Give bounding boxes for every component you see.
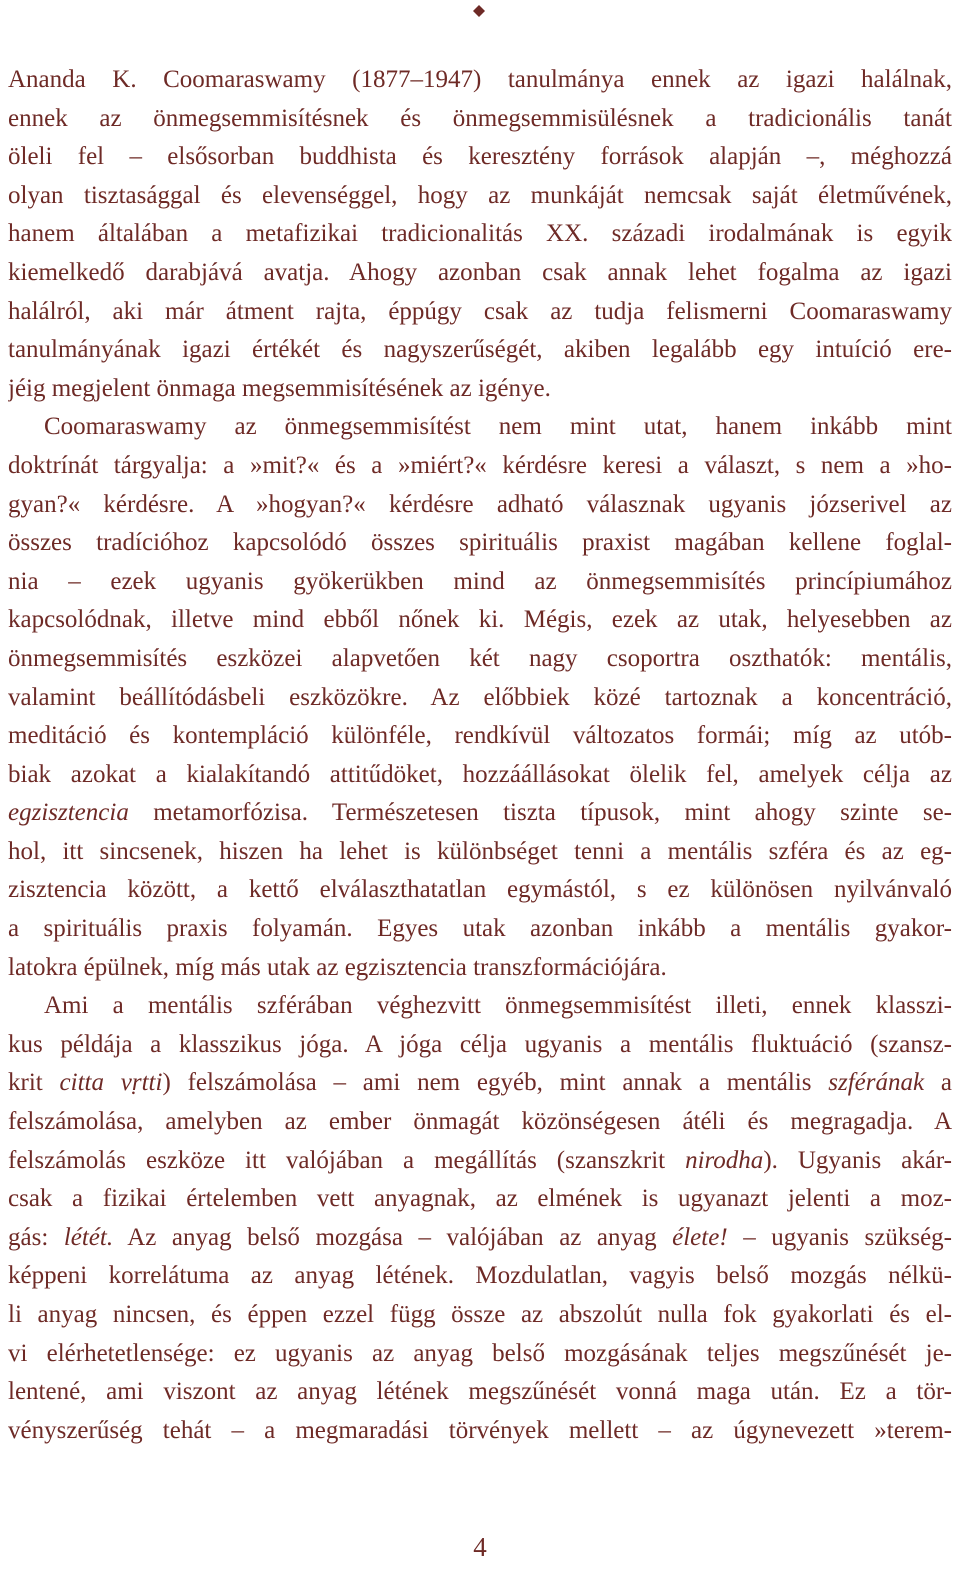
text-run: gás:	[8, 1223, 64, 1251]
text-line	[8, 1412, 952, 1451]
text-line	[8, 679, 952, 718]
paragraph	[8, 408, 952, 987]
text-run: a spirituális praxis folyamán. Egyes utak azonban inkább a mentális gyakor-	[8, 915, 952, 943]
text-run: li anyag nincsen, és éppen ezzel függ össze az abszolút nulla fok gyakorlati és el-	[8, 1301, 952, 1328]
italic-term: citta vṛtti	[59, 1069, 163, 1097]
text-line	[8, 177, 952, 216]
text-run: összes tradícióhoz kapcsolódó összes spirituális praxist magában kellene foglal-	[8, 529, 952, 557]
text-line	[8, 486, 952, 525]
text-run: csak a fizikai értelemben vett anyagnak, az elmének is ugyanazt jelenti a moz-	[8, 1185, 952, 1213]
text-run: Az anyag belső mozgása – valójában az anyag	[113, 1223, 673, 1251]
text-line	[8, 1142, 952, 1181]
text-run: kiemelkedő darabjává avatja. Ahogy azonban csak annak lehet fogalma az igazi	[8, 258, 952, 286]
text-run: felszámolás eszköze itt valójában a megállítás (szanszkrit	[8, 1146, 686, 1174]
text-run: halálról, aki már átment rajta, éppúgy csak az tudja felismerni Coomaraswamy	[8, 297, 952, 325]
text-run: – ugyanis szükség-	[727, 1223, 952, 1251]
text-line	[8, 563, 952, 602]
text-line	[8, 1026, 952, 1065]
text-run: zisztencia között, a kettő elválaszthatatlan egymástól, s ez különösen nyilvánvaló	[8, 876, 952, 904]
text-run: kapcsolódnak, illetve mind ebből nőnek ki. Mégis, ezek az utak, helyesebben az	[8, 606, 952, 634]
text-line	[8, 215, 952, 254]
text-line	[8, 138, 952, 177]
text-run: Coomaraswamy az önmegsemmisítést nem mint utat, hanem inkább mint	[44, 413, 952, 441]
text-line	[8, 1103, 952, 1142]
text-line	[8, 1335, 952, 1374]
paragraph	[8, 61, 952, 408]
text-line	[8, 1373, 952, 1412]
text-line	[8, 293, 952, 332]
text-run: lentené, ami viszont az anyag létének megszűnését vonná maga után. Ez a tör-	[8, 1378, 952, 1406]
text-line	[8, 910, 952, 949]
text-run: gyan?« kérdésre. A »hogyan?« kérdésre adható válasznak ugyanis józserivel az	[8, 490, 952, 518]
text-line	[8, 1064, 952, 1103]
page-body-text	[8, 61, 952, 1450]
text-run: nia – ezek ugyanis gyökerükben mind az önmegsemmisítés princípiumához	[8, 567, 952, 595]
text-line	[8, 833, 952, 872]
text-line	[8, 1180, 952, 1219]
text-run: ) felszámolása – ami nem egyéb, mint annak a mentális	[162, 1069, 829, 1097]
text-run: Ami a mentális szférában véghezvitt önmegsemmisítést illeti, ennek klasszi-	[44, 992, 952, 1020]
italic-term: élete!	[672, 1223, 728, 1251]
text-run: latokra épülnek, míg más utak az egzisztencia transzformációjára.	[8, 953, 667, 981]
diamond-ornament-icon	[472, 4, 486, 18]
text-line	[8, 794, 952, 833]
text-line	[8, 1296, 952, 1335]
italic-term: létét.	[63, 1223, 114, 1251]
text-line	[8, 717, 952, 756]
text-run: kus példája a klasszikus jóga. A jóga célja ugyanis a mentális fluktuáció (szansz-	[8, 1030, 952, 1058]
text-line	[8, 1257, 952, 1296]
text-run: Ananda K. Coomaraswamy (1877–1947) tanulmánya ennek az igazi halálnak,	[8, 66, 952, 93]
text-run: olyan tisztasággal és elevenséggel, hogy az munkáját nemcsak saját életművének,	[8, 181, 952, 209]
text-line	[8, 987, 952, 1026]
paragraph	[8, 987, 952, 1450]
text-run: ennek az önmegsemmisítésnek és önmegsemmisülésnek a tradicionális tanát	[8, 104, 952, 132]
text-line	[8, 640, 952, 679]
text-run: doktrínát tárgyalja: a »mit?« és a »miért?« kérdésre keresi a választ, s nem a »ho-	[8, 451, 952, 479]
text-run: a	[924, 1069, 952, 1097]
text-run: krit	[8, 1069, 60, 1097]
text-run: metamorfózisa. Természetesen tiszta típusok, mint ahogy szinte se-	[128, 799, 952, 827]
text-run: biak azokat a kialakítandó attitűdöket, hozzáállásokat ölelik fel, amelyek célja az	[8, 760, 952, 788]
text-run: vényszerűség tehát – a megmaradási törvények mellett – az úgynevezett »terem-	[8, 1416, 952, 1444]
italic-term: nirodha	[685, 1146, 764, 1174]
italic-term: egzisztencia	[8, 799, 129, 827]
text-run: ). Ugyanis akár-	[763, 1146, 952, 1174]
text-run: vi elérhetetlensége: ez ugyanis az anyag belső mozgásának teljes megszűnését je-	[8, 1339, 952, 1367]
text-line	[8, 447, 952, 486]
text-run: hol, itt sincsenek, hiszen ha lehet is különbséget tenni a mentális szféra és az eg-	[8, 837, 952, 865]
text-line	[8, 1219, 952, 1258]
text-run: öleli fel – elsősorban buddhista és keresztény források alapján –, méghozzá	[8, 143, 952, 171]
text-line	[8, 331, 952, 370]
text-line	[8, 949, 952, 988]
text-line	[8, 61, 952, 100]
italic-term: szférának	[828, 1069, 925, 1097]
text-run: hanem általában a metafizikai tradicionalitás XX. századi irodalmának is egyik	[8, 220, 952, 248]
text-line	[8, 370, 952, 409]
text-line	[8, 524, 952, 563]
text-run: meditáció és kontempláció különféle, rendkívül változatos formái; míg az utób-	[8, 722, 952, 750]
text-run: képpeni korrelátuma az anyag létének. Mozdulatlan, vagyis belső mozgás nélkü-	[8, 1262, 952, 1290]
text-run: tanulmányának igazi értékét és nagyszerűségét, akiben legalább egy intuíció ere-	[8, 336, 952, 364]
text-run: felszámolása, amelyben az ember önmagát közönségesen átéli és megragadja. A	[8, 1108, 952, 1136]
text-line	[8, 871, 952, 910]
page-number: 4	[473, 1532, 487, 1562]
text-line	[8, 756, 952, 795]
text-run: valamint beállítódásbeli eszközökre. Az előbbiek közé tartoznak a koncentráció,	[8, 683, 952, 711]
text-line	[8, 100, 952, 139]
text-run: önmegsemmisítés eszközei alapvetően két nagy csoportra oszthatók: mentális,	[8, 644, 952, 672]
text-line	[8, 408, 952, 447]
text-line	[8, 254, 952, 293]
text-line	[8, 601, 952, 640]
text-run: jéig megjelent önmaga megsemmisítésének az igénye.	[8, 374, 551, 402]
